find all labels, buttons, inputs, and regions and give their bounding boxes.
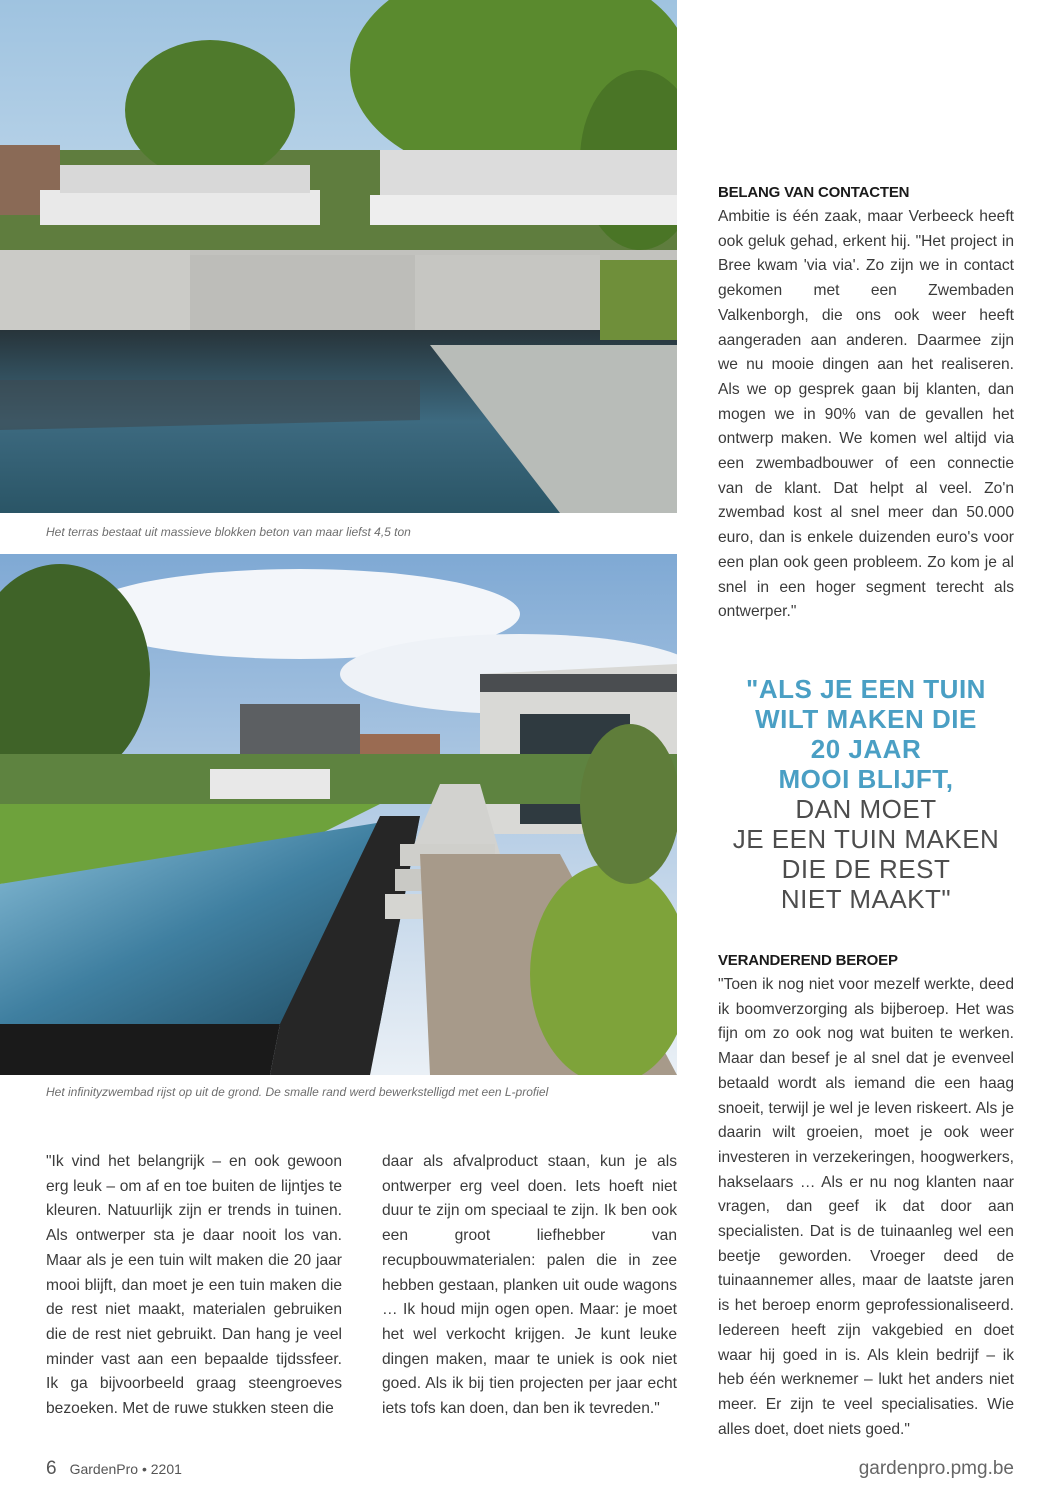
body-column-2 — [382, 1150, 677, 1422]
pull-quote-line: DIE DE REST — [781, 854, 951, 884]
section-belang-van-contacten — [718, 183, 1014, 625]
section-heading: BELANG VAN CONTACTEN — [718, 184, 910, 201]
pull-quote-line: DAN MOET — [795, 794, 937, 824]
photo-caption-infinity-pool: Het infinityzwembad rijst op uit de grond. De smalle rand werd bewerkstelligd met een L-profiel — [46, 1085, 549, 1099]
page-footer-left — [46, 1458, 182, 1480]
body-paragraph: "Ik vind het belangrijk – en ook gewoon erg leuk – om af en toe buiten de lijntjes te kleuren. Natuurlijk zijn er trends in tuinen. Als ontwerper sta je daar nooit los van. Maar als je een tuin wilt maken die 20 jaar mooi blijft, dan moet je een tuin maken die de rest niet maakt, materialen gebruiken die de rest niet gebruikt. Dan hang je veel minder vast aan een bepaalde tijdssfeer. Ik ga bijvoorbeeld graag steengroeves bezoeken. Met de ruwe stukken steen die — [46, 1153, 342, 1418]
body-column-1 — [46, 1150, 342, 1422]
terrace-pool-photo — [0, 0, 677, 513]
body-paragraph: "Toen ik nog niet voor mezelf werkte, deed ik boomverzorging als bijberoep. Het was fijn om zo ook nog wat buiten te werken. Maar dan besef je al snel dat je evenveel betaald wordt als iemand die een haag snoeit, terwijl je wel je leven riskeert. Als je daarin wilt groeien, moet je ook weer investeren in verzekeringen, hoogwerkers, hakselaars … Als er nu nog klanten naar vragen, dan geef ik dat door aan specialisten. Dat is de tuinaanleg wel een beetje geworden. Vroeger deed de tuinaannemer alles, maar de laatste jaren is het beroep enorm geprofessionaliseerd. Iedereen heeft zijn vakgebied en doet waar hij goed in is. Als klein bedrijf – ik heb één werknemer – lukt het anders niet meer. Er zijn te veel specialisaties. Wie alles doet, doet niets goed." — [718, 976, 1014, 1438]
page-number: 6 — [46, 1458, 57, 1479]
pull-quote-line: MOOI BLIJFT, — [778, 764, 954, 794]
pull-quote-line: WILT MAKEN DIE — [755, 704, 977, 734]
website-url[interactable]: gardenpro.pmg.be — [858, 1458, 1014, 1479]
pull-quote — [718, 674, 1014, 914]
photo-caption-terrace: Het terras bestaat uit massieve blokken beton van maar liefst 4,5 ton — [46, 525, 411, 539]
infinity-pool-photo — [0, 554, 677, 1075]
pull-quote-line: 20 JAAR — [810, 734, 922, 764]
pull-quote-line: NIET MAAKT" — [780, 884, 952, 914]
magazine-issue: GardenPro • 2201 — [69, 1461, 182, 1477]
section-veranderend-beroep — [718, 951, 1014, 1442]
section-heading: VERANDEREND BEROEP — [718, 952, 898, 969]
pull-quote-line: "ALS JE EEN TUIN — [746, 674, 986, 704]
pull-quote-line: JE EEN TUIN MAKEN — [732, 824, 1000, 854]
body-paragraph: daar als afvalproduct staan, kun je als ontwerper erg veel doen. Iets hoeft niet duur te zijn om speciaal te zijn. Ik ben ook een groot liefhebber van recupbouwmaterialen: palen die in zee hebben gestaan, planken uit oude wagons … Ik houd mijn ogen open. Maar: je moet het wel verkocht krijgen. Je kunt leuke dingen maken, maar te uniek is ook niet goed. Als ik bij tien projecten per jaar echt iets tofs kan doen, dan ben ik tevreden." — [382, 1153, 677, 1418]
body-paragraph: Ambitie is één zaak, maar Verbeeck heeft ook geluk gehad, erkent hij. "Het project in Bree kwam 'via via'. Zo zijn we in contact gekomen met een Zwembaden Valkenborgh, die ons ook weer heeft aangeraden aan anderen. Daarmee zijn we nu mooie dingen aan het realiseren. Als we op gesprek gaan bij klanten, dan mogen we in 90% van de gevallen het ontwerp maken. We komen wel altijd via een zwembadbouwer of een connectie van de klant. Dat helpt al veel. Zo'n zwembad kost al snel meer dan 50.000 euro, dan is enkele duizenden euro's voor een plan ook geen probleem. Zo kom je al snel in een hoger segment terecht als ontwerper." — [718, 208, 1014, 621]
